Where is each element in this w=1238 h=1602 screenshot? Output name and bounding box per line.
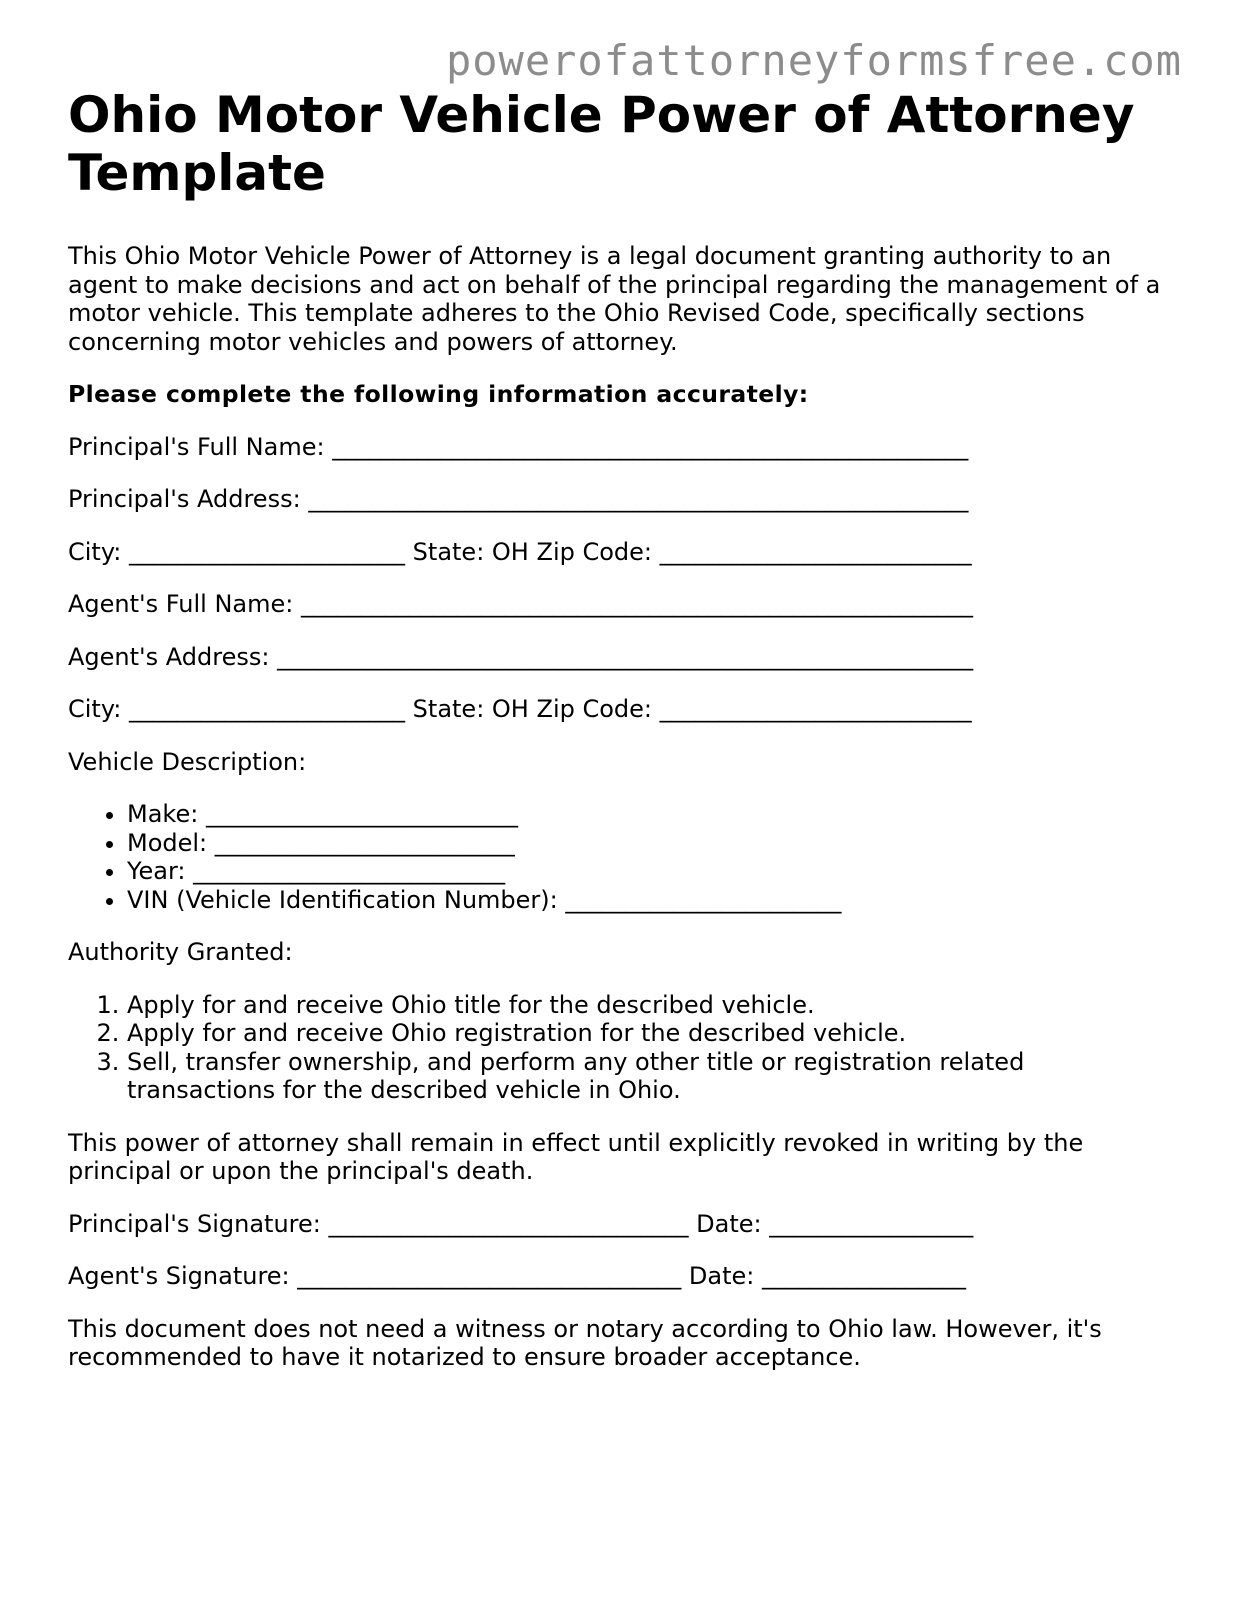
agent-signature-label: Agent's Signature: [68,1262,290,1290]
principal-name-label: Principal's Full Name: [68,432,325,461]
agent-name-field[interactable]: ________________________________________________________ [300,590,973,618]
vehicle-description-heading: Vehicle Description: [68,747,307,776]
list-item [127,886,1178,915]
page-title: Ohio Motor Vehicle Power of Attorney Template [68,86,1135,202]
principal-zip-label: Zip Code: [536,537,652,566]
vehicle-vin-field[interactable]: _______________________ [565,885,842,914]
duration-paragraph: This power of attorney shall remain in effect until explicitly revoked in writing by the principal or upon the principal's death. [68,1128,1084,1185]
list-item [127,800,1178,829]
principal-address-field[interactable]: _______________________________________________________ [308,485,969,513]
agent-zip-field[interactable]: __________________________ [659,695,972,723]
principal-zip-field[interactable]: __________________________ [659,537,972,566]
vehicle-model-label: Model: [127,828,208,857]
agent-address-field[interactable]: __________________________________________________________ [277,642,974,671]
agent-city-row [68,695,1178,724]
principal-signature-field[interactable]: ______________________________ [328,1209,689,1238]
principal-city-field[interactable]: _______________________ [129,537,406,566]
list-item [127,829,1178,858]
principal-state-label: State: OH [412,537,529,566]
notary-note-paragraph: This document does not need a witness or notary according to Ohio law. However, it's recommended to have it notarized to ensure broader acceptance. [68,1314,1102,1371]
principal-signature-row [68,1210,1178,1239]
agent-name-row [68,590,1178,619]
principal-name-field[interactable]: _____________________________________________________ [332,432,969,461]
list-item: 2. Apply for and receive Ohio registration for the described vehicle. [127,1019,1178,1048]
principal-address-label: Principal's Address: [68,485,301,513]
principal-date-field[interactable]: _________________ [769,1209,974,1238]
principal-date-label: Date: [696,1209,762,1238]
list-item: 3. Sell, transfer ownership, and perform any other title or registration related transactions for the described vehicle in Ohio. [127,1048,1178,1105]
vehicle-model-field[interactable]: _________________________ [214,828,515,857]
authority-heading: Authority Granted: [68,938,293,966]
agent-name-label: Agent's Full Name: [68,590,294,618]
agent-date-field[interactable]: _________________ [762,1262,967,1290]
agent-city-field[interactable]: _______________________ [129,695,406,723]
vehicle-make-field[interactable]: __________________________ [205,800,518,828]
agent-signature-field[interactable]: ________________________________ [297,1262,682,1290]
agent-city-label: City: [68,695,122,723]
agent-date-label: Date: [688,1262,755,1290]
agent-signature-row [68,1262,1178,1291]
document-body [68,86,1178,1372]
vehicle-details-list [68,800,1178,914]
vehicle-year-label: Year: [127,857,186,885]
principal-city-label: City: [68,537,122,566]
agent-address-label: Agent's Address: [68,642,270,671]
list-item [127,857,1178,886]
instructions-heading: Please complete the following information accurately: [68,380,809,408]
site-watermark: powerofattorneyformsfree.com [445,36,1182,85]
principal-signature-label: Principal's Signature: [68,1209,321,1238]
vehicle-year-field[interactable]: __________________________ [193,857,506,885]
principal-name-row [68,433,1178,462]
agent-state-label: State: OH [412,695,529,723]
agent-zip-label: Zip Code: [536,695,652,723]
authority-list [68,991,1178,1105]
agent-address-row [68,643,1178,672]
principal-city-row [68,538,1178,567]
list-item: 1. Apply for and receive Ohio title for the described vehicle. [127,991,1178,1020]
intro-paragraph: This Ohio Motor Vehicle Power of Attorney is a legal document granting authority to an agent to make decisions and act on behalf of the principal regarding the management of a motor vehicle. This template adheres to the Ohio Revised Code, specifically sections concerning motor vehicles and powers of attorney. [68,242,1161,356]
vehicle-make-label: Make: [127,800,199,828]
principal-address-row [68,485,1178,514]
vehicle-vin-label: VIN (Vehicle Identification Number): [127,885,558,914]
